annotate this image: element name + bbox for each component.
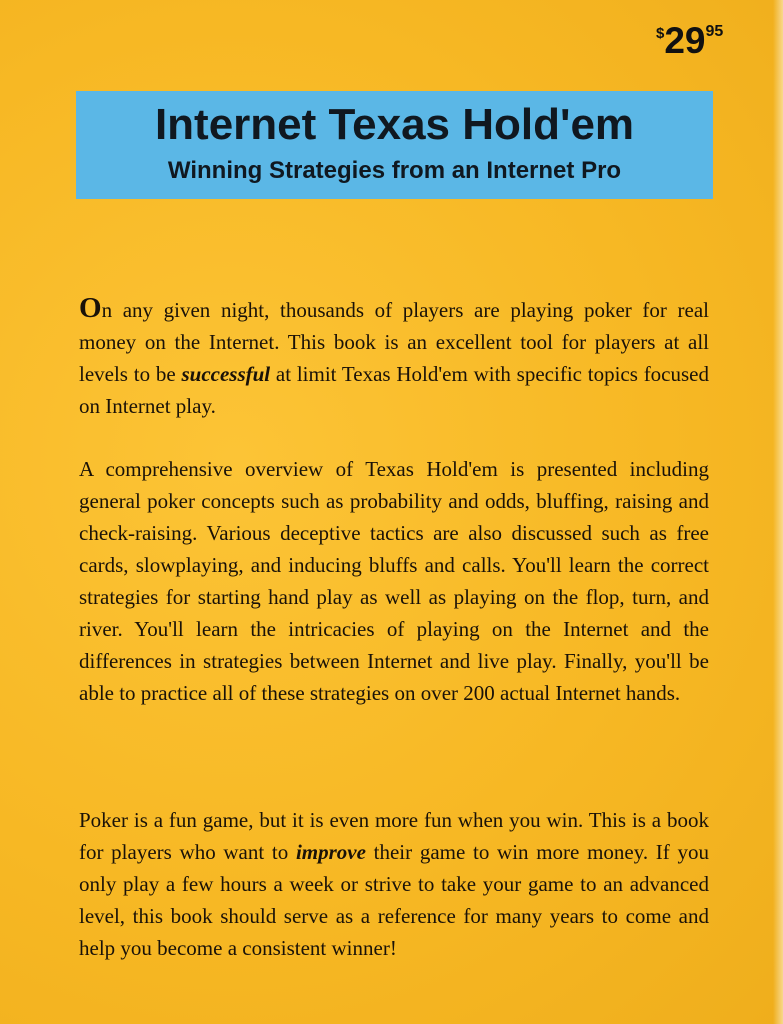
cover-right-edge: [773, 0, 783, 1024]
paragraph-1-text-b: at limit Texas Hold'em with specific topics focused on Internet play.: [79, 362, 709, 418]
book-title: Internet Texas Hold'em: [154, 100, 635, 149]
book-subtitle: Winning Strategies from an Internet Pro: [167, 157, 622, 184]
description-paragraph-3: [79, 804, 709, 964]
paragraph-1-emphasis: successful: [181, 362, 271, 386]
paragraph-3-text-a: Poker is a fun game, but it is even more fun when you win. This is a book for players who want to: [79, 808, 709, 864]
drop-cap: O: [79, 292, 102, 324]
price-tag: [656, 22, 723, 59]
paragraph-3-text-b: their game to win more money. If you only play a few hours a week or strive to take your game to an advanced level, this book should serve as a reference for many years to come and help you become a consistent winner!: [79, 840, 709, 960]
title-banner: [76, 91, 713, 199]
price-cents: 95: [705, 23, 724, 40]
description-paragraph-1: [79, 292, 709, 422]
price-currency: $: [656, 25, 665, 42]
paragraph-2-text: A comprehensive overview of Texas Hold'em is presented including general poker concepts such as probability and odds, bluffing, raising and check-raising. Various deceptive tactics are also discussed such as free cards, slowplaying, and inducing bluffs and calls. You'll learn the correct strategies for starting hand play as well as playing on the flop, turn, and river. You'll learn the intricacies of playing on the Internet and the differences in strategies between Internet and live play. Finally, you'll be able to practice all of these strategies on over 200 actual Internet hands.: [79, 457, 709, 705]
price-dollars: 29: [664, 20, 706, 61]
paragraph-1-text-a: n any given night, thousands of players are playing poker for real money on the Internet. This book is an excellent tool for players at all levels to be: [79, 298, 709, 386]
description-paragraph-2: [79, 453, 709, 709]
paragraph-3-emphasis: improve: [295, 840, 366, 864]
